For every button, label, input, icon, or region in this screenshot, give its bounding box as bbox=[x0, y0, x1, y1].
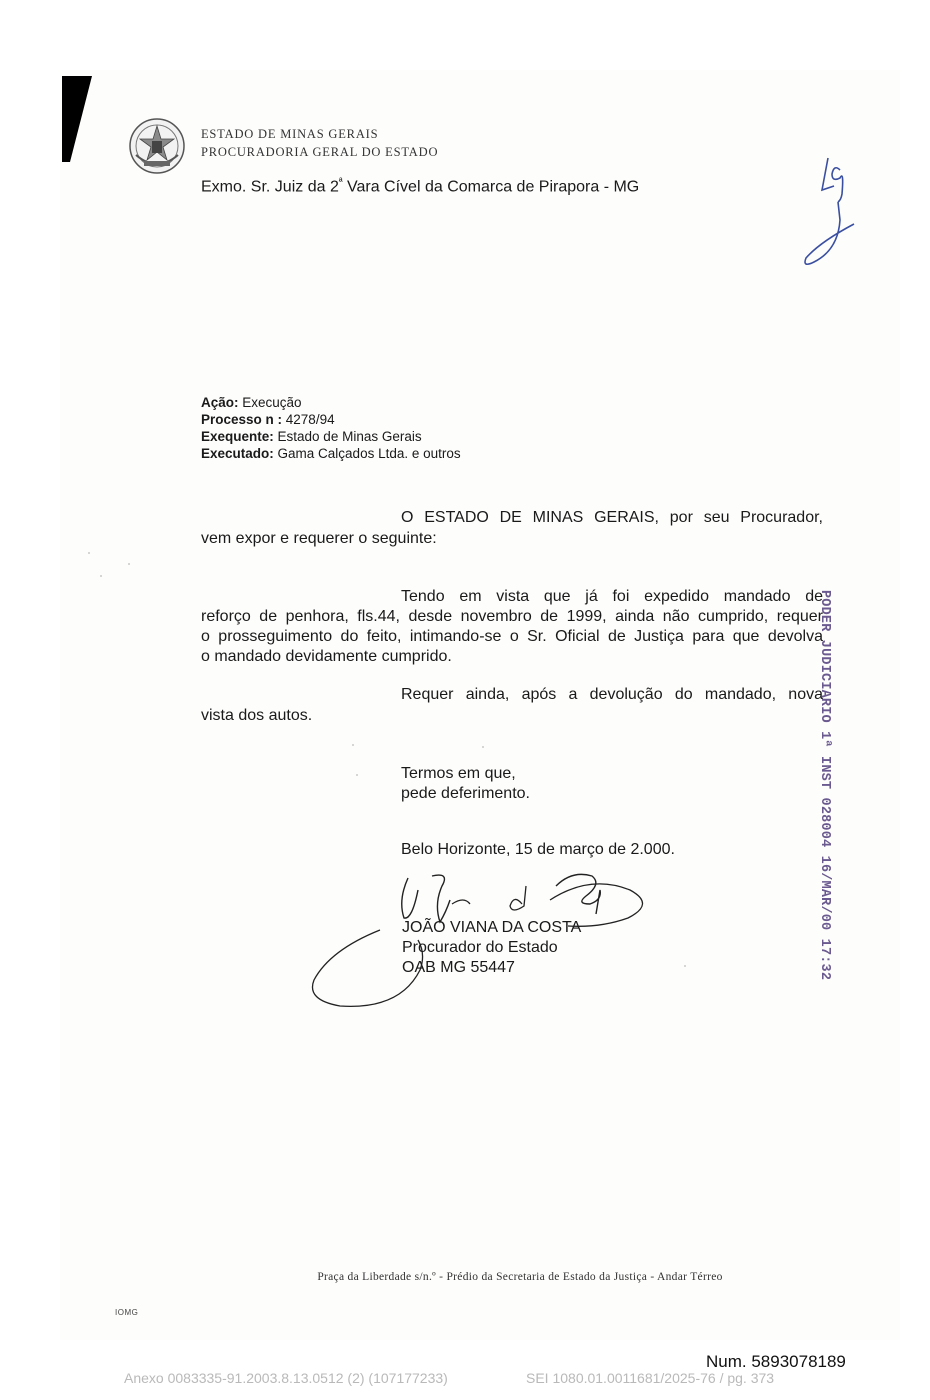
header-office-name: PROCURADORIA GERAL DO ESTADO bbox=[201, 145, 439, 159]
addressee-prefix: Exmo. Sr. Juiz da 2 bbox=[201, 178, 339, 196]
scan-speck bbox=[128, 563, 130, 565]
intro-line-2: vem expor e requerer o seguinte: bbox=[201, 530, 437, 547]
case-creditor-value: Estado de Minas Gerais bbox=[273, 429, 422, 444]
paragraph-2-line-1: Requer ainda, após a devolução do mandado, nova bbox=[401, 686, 823, 703]
addressee-ordinal: ª bbox=[338, 177, 343, 188]
intro-line-1: O ESTADO DE MINAS GERAIS, por seu Procurador, bbox=[401, 509, 823, 526]
case-debtor-value: Gama Calçados Ltda. e outros bbox=[273, 446, 461, 461]
paragraph-1-line-1: Tendo em vista que já foi expedido mandado de bbox=[401, 588, 823, 605]
addressee-line bbox=[201, 177, 639, 196]
paragraph-1-line-2: reforço de penhora, fls.44, desde novembro de 1999, ainda não cumprido, requer bbox=[201, 608, 823, 625]
case-process-row bbox=[201, 411, 461, 428]
scan-speck bbox=[356, 774, 358, 776]
case-debtor-row bbox=[201, 445, 461, 462]
closing-line-2: pede deferimento. bbox=[401, 785, 530, 802]
scan-speck bbox=[482, 746, 484, 748]
paragraph-2-line-2: vista dos autos. bbox=[201, 707, 313, 724]
scan-edge-mark bbox=[62, 76, 92, 162]
sei-reference: SEI 1080.01.0011681/2025-76 / pg. 373 bbox=[526, 1370, 775, 1386]
scan-speck bbox=[88, 552, 90, 554]
case-action-row bbox=[201, 394, 461, 411]
header-state-name: ESTADO DE MINAS GERAIS bbox=[201, 127, 379, 141]
annex-reference: Anexo 0083335-91.2003.8.13.0512 (2) (107177233) bbox=[124, 1370, 448, 1386]
scan-speck bbox=[352, 744, 354, 746]
printer-mark: IOMG bbox=[115, 1308, 139, 1317]
place-date: Belo Horizonte, 15 de março de 2.000. bbox=[401, 841, 675, 858]
case-details bbox=[201, 394, 461, 462]
paragraph-1-line-3: o prosseguimento do feito, intimando-se o Sr. Oficial de Justiça para que devolva bbox=[201, 628, 823, 645]
case-creditor-row bbox=[201, 428, 461, 445]
court-protocol-stamp-text: PODER JUDICIARIO 1ª INST 028004 16/MAR/00 17:32 bbox=[817, 590, 832, 981]
court-protocol-stamp bbox=[812, 590, 832, 981]
scan-speck bbox=[100, 575, 102, 577]
signatory-title: Procurador do Estado bbox=[402, 939, 558, 956]
case-action-label: Ação: bbox=[201, 395, 239, 410]
margin-initials-signature bbox=[798, 150, 868, 275]
paragraph-1-continuation bbox=[201, 607, 823, 667]
addressee-suffix: Vara Cível da Comarca de Pirapora - MG bbox=[342, 178, 640, 196]
scan-speck bbox=[684, 965, 686, 967]
paragraph-1-line-4: o mandado devidamente cumprido. bbox=[201, 648, 452, 665]
minas-gerais-coat-of-arms-icon bbox=[128, 117, 186, 175]
case-action-value: Execução bbox=[238, 395, 302, 410]
footer-address: Praça da Liberdade s/n.º - Prédio da Secretaria de Estado da Justiça - Andar Térreo bbox=[317, 1271, 723, 1283]
case-process-label: Processo n : bbox=[201, 412, 283, 427]
case-debtor-label: Executado: bbox=[201, 446, 274, 461]
signatory-oab: OAB MG 55447 bbox=[402, 959, 515, 976]
document-page bbox=[60, 70, 900, 1340]
case-process-value: 4278/94 bbox=[282, 412, 335, 427]
case-creditor-label: Exequente: bbox=[201, 429, 274, 444]
closing-line-1: Termos em que, bbox=[401, 765, 516, 782]
closing-formula bbox=[401, 764, 530, 804]
document-number: Num. 5893078189 bbox=[706, 1352, 846, 1371]
signatory-block bbox=[402, 918, 581, 978]
signatory-name: JOÃO VIANA DA COSTA bbox=[402, 919, 582, 936]
